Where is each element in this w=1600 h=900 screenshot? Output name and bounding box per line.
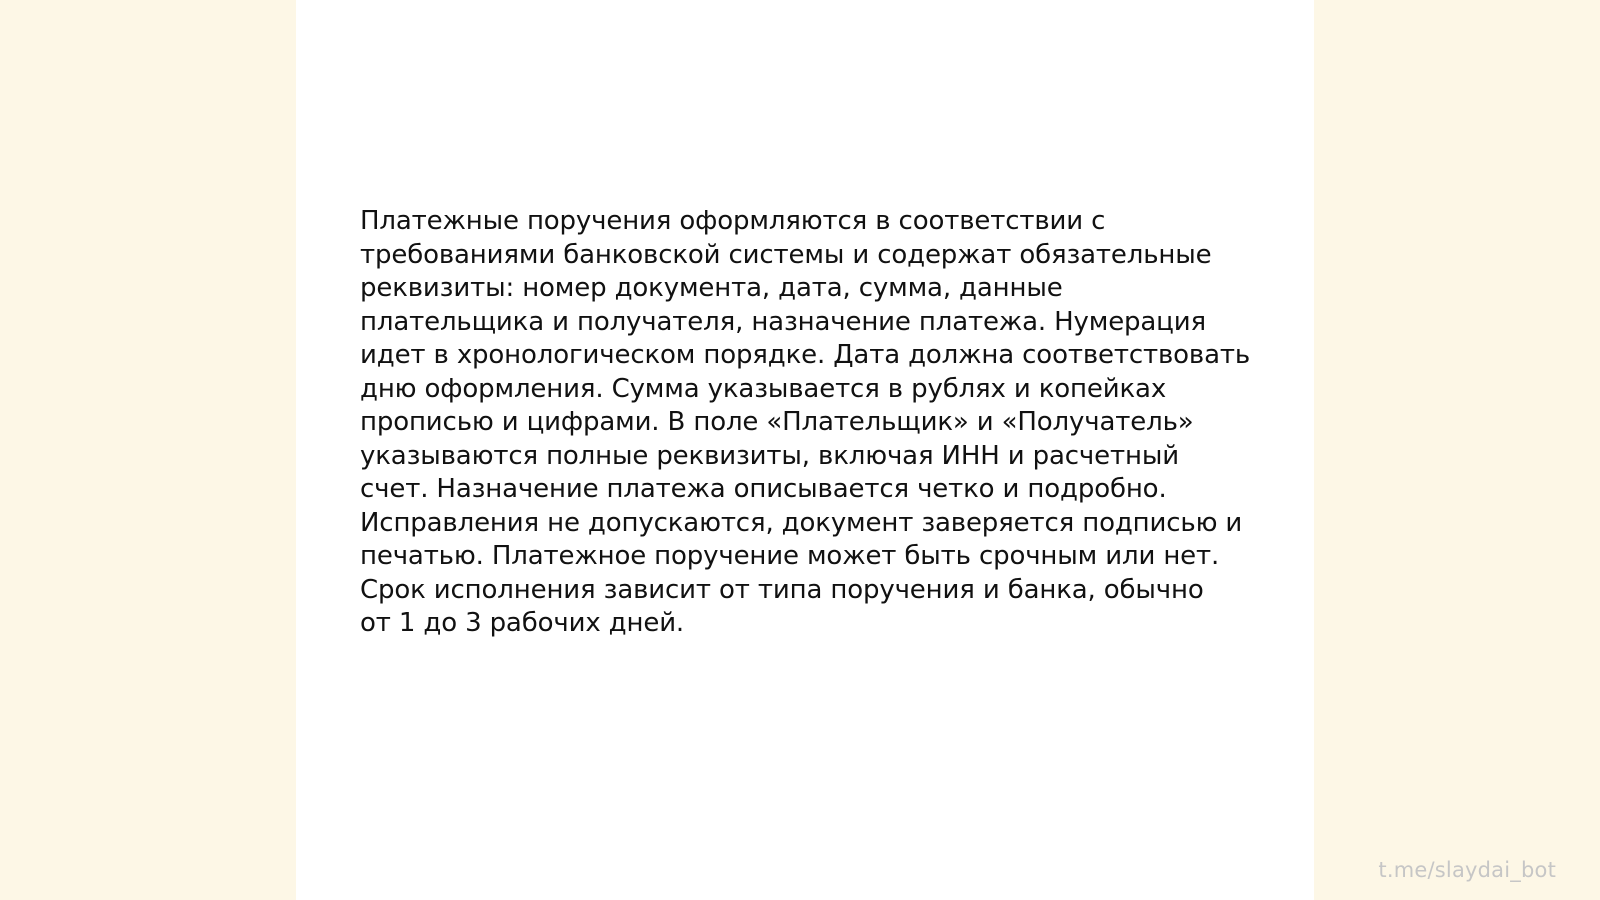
watermark-link[interactable]: t.me/slaydai_bot <box>1378 858 1556 882</box>
slide-body-text: Платежные поручения оформляются в соответствии с требованиями банковской системы и содержат обязательные реквизиты: номер документа, дата, сумма, данные плательщика и получателя, назначение платежа. Нумерация идет в хронологическом порядке. Дата должна соответствовать дню оформления. Сумма указывается в рублях и копейках прописью и цифрами. В поле «Плательщик» и «Получатель» указываются полные реквизиты, включая ИНН и расчетный счет. Назначение платежа описывается четко и подробно. Исправления не допускаются, документ заверяется подписью и печатью. Платежное поручение может быть срочным или нет. Срок исполнения зависит от типа поручения и банка, обычно от 1 до 3 рабочих дней. <box>360 206 1251 638</box>
